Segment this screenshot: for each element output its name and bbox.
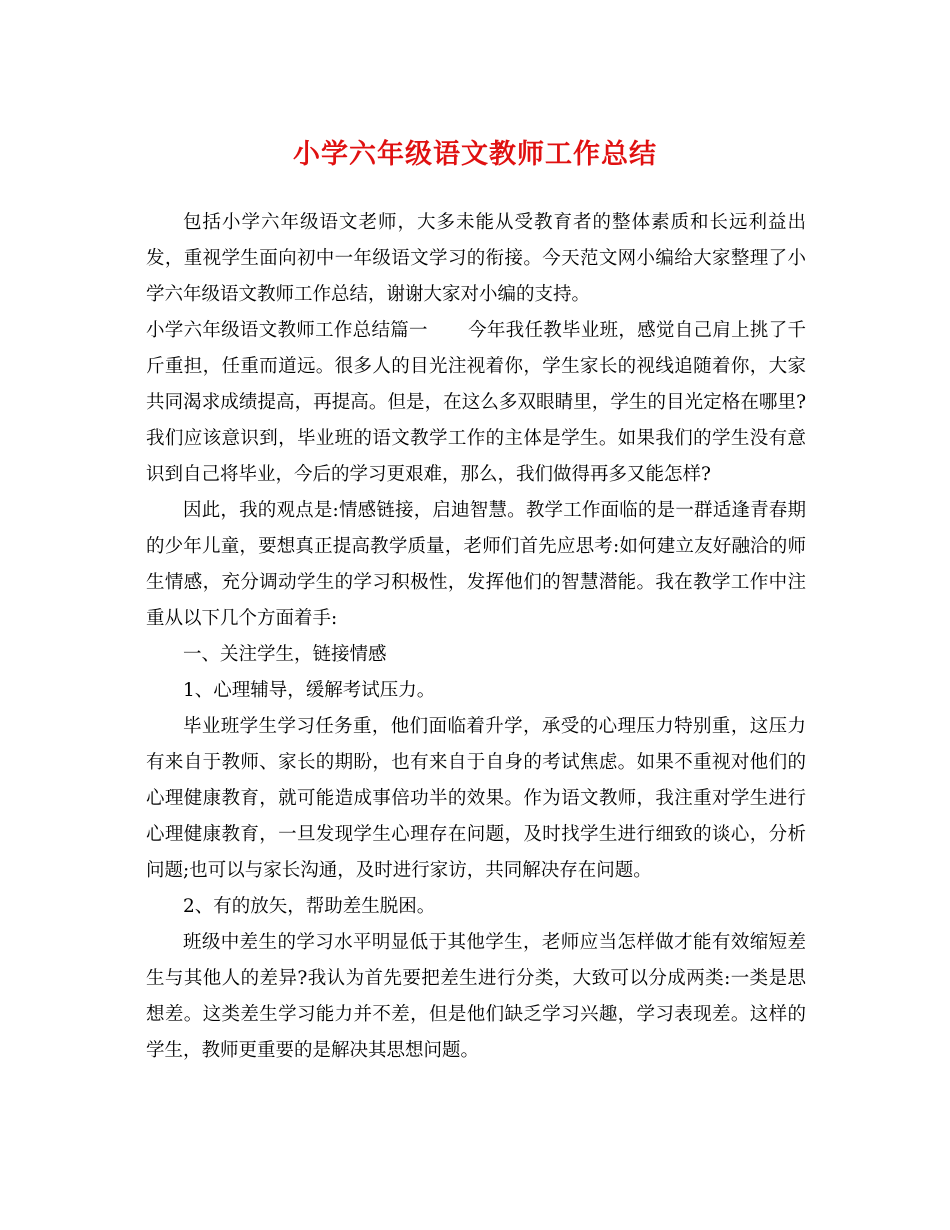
section-heading: 小学六年级语文教师工作总结篇一 <box>146 320 428 341</box>
subheading-2: 2、有的放矢，帮助差生脱困。 <box>183 896 436 917</box>
intro-paragraph: 包括小学六年级语文老师，大多未能从受教育者的整体素质和长远利益出发，重视学生面向初中一年级语文学习的衔接。今天范文网小编给大家整理了小学六年级语文教师工作总结，谢谢大家对小编的支持。 <box>146 212 806 305</box>
weak-students-paragraph: 班级中差生的学习水平明显低于其他学生，老师应当怎样做才能有效缩短差生与其他人的差异?我认为首先要把差生进行分类，大致可以分成两类:一类是思想差。这类差生学习能力并不差，但是他们缺乏学习兴趣，学习表现差。这样的学生，教师更重要的是解决其思想问题。 <box>146 932 806 1061</box>
section-paragraph <box>146 313 806 493</box>
psych-paragraph: 毕业班学生学习任务重，他们面临着升学，承受的心理压力特别重，这压力有来自于教师、家长的期盼，也有来自于自身的考试焦虑。如果不重视对他们的心理健康教育，就可能造成事倍功半的效果。作为语文教师，我注重对学生进行心理健康教育，一旦发现学生心理存在问题，及时找学生进行细致的谈心，分析问题;也可以与家长沟通，及时进行家访，共同解决存在问题。 <box>146 716 806 881</box>
subheading-1: 1、心理辅导，缓解考试压力。 <box>183 680 436 701</box>
document-title: 小学六年级语文教师工作总结 <box>293 139 657 170</box>
heading-1: 一、关注学生，链接情感 <box>183 644 387 665</box>
viewpoint-paragraph: 因此，我的观点是:情感链接，启迪智慧。教学工作面临的是一群适逢青春期的少年儿童，要想真正提高教学质量，老师们首先应思考:如何建立友好融洽的师生情感，充分调动学生的学习积极性，发挥他们的智慧潜能。我在教学工作中注重从以下几个方面着手: <box>146 500 806 629</box>
document-body <box>146 205 806 1069</box>
section-opening: 今年我任教毕业班，感觉自己肩上挑了千斤重担，任重而道远。很多人的目光注视着你，学生家长的视线追随着你，大家共同渴求成绩提高，再提高。但是，在这么多双眼睛里，学生的目光定格在哪里?我们应该意识到，毕业班的语文教学工作的主体是学生。如果我们的学生没有意识到自己将毕业，今后的学习更艰难，那么，我们做得再多又能怎样? <box>146 320 806 485</box>
